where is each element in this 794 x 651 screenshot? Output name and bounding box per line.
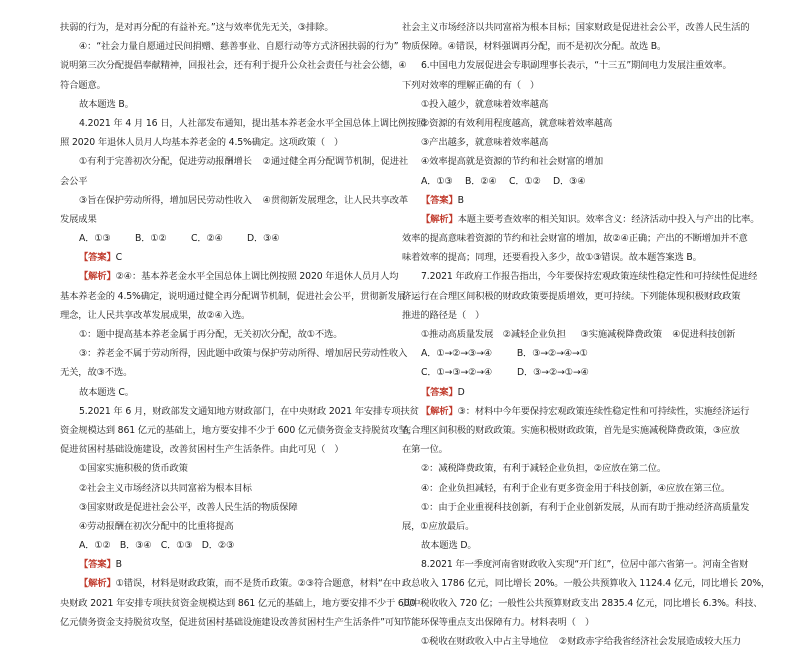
answer-tag: 【答案】 — [79, 252, 116, 264]
q7-analysis — [402, 402, 748, 421]
text-line: 物质保障。④错误，材料强调再分配，而不是初次分配。故选 B。 — [402, 41, 667, 53]
text-line: 在合理区间积极的财政政策。实施积极财政政策，首先是实施减税降费政策，③应放 — [402, 424, 740, 436]
q5-option-4: ④劳动报酬在初次分配中的比重将提高 — [79, 520, 234, 532]
q4-choice-b: B．①② — [135, 233, 167, 245]
analysis-tag: 【解析】 — [421, 405, 458, 417]
q6-choice-d: D．③④ — [553, 175, 586, 187]
q8-stem: 其中税收收入 720 亿；一般性公共预算财政支出 2835.4 亿元，同比增长 6.3%。科技、 — [402, 597, 763, 609]
analysis-tag: 【解析】 — [421, 213, 458, 225]
text-line: ①：题中提高基本养老金属于再分配，无关初次分配，故①不选。 — [79, 329, 343, 340]
q6-stem: 6.中国电力发展促进会专职副理事长表示，“十三五”期间电力发展注重效率。 — [421, 60, 732, 72]
text-line: 社会主义市场经济以共同富裕为根本目标；国家财政是促进社会公平，改善人民生活的 — [402, 22, 750, 33]
text-line: 展，①应放最后。 — [402, 520, 475, 532]
text-line: 无关，故③不选。 — [60, 367, 133, 379]
analysis-text: ②④：基本养老金水平全国总体上调比例按照 2020 年退休人员月人均 — [115, 271, 399, 283]
text-line: ②：减税降费政策，有利于减轻企业负担，②应放在第二位。 — [421, 463, 667, 475]
q7-choice-a: A．①→②→③→④ — [421, 348, 493, 360]
q6-choice-b: B．②④ — [465, 175, 497, 187]
q7-stem: 济运行在合理区间积极的财政政策要提质增效，更可持续。下列能体现积极财政政策 — [402, 290, 741, 302]
q4-choice-d: D．③④ — [247, 233, 280, 245]
q6-option-1: ①投入越少，就意味着效率越高 — [421, 98, 549, 110]
text-line: 故本题选 D。 — [421, 540, 477, 552]
q7-choice-c: C．①→③→②→④ — [421, 367, 493, 379]
q7-stem: 推进的路径是（ ） — [402, 309, 485, 321]
q4-choice-c: C．②④ — [191, 233, 223, 245]
q8-stem: 政总收入 1786 亿元，同比增长 20%。一般公共预算收入 1124.4 亿元，同比增长 20%， — [402, 578, 771, 590]
q4-option-row — [60, 191, 409, 210]
answer-tag: 【答案】 — [79, 559, 116, 571]
text-line: 理念，让人民共享改革发展成果，故②④入选。 — [60, 309, 251, 321]
q5-option-3: ③国家财政是促进社会公平，改善人民生活的物质保障 — [79, 501, 298, 513]
q5-analysis — [60, 574, 406, 593]
right-column — [402, 18, 771, 651]
q4-option-2-cont: 会公平 — [60, 175, 88, 187]
q7-choice-b: B．③→②→④→① — [516, 348, 588, 360]
text-line: 扶弱的行为，是对再分配的有益补充。”这与效率优先无关，③排除。 — [60, 22, 334, 33]
q6-choice-c: C．①② — [509, 175, 541, 187]
q4-choice-a: A．①③ — [79, 233, 111, 245]
q5-option-1: ①国家实施积极的货币政策 — [79, 463, 188, 475]
q6-option-2: ②资源的有效利用程度越高，就意味着效率越高 — [421, 117, 613, 129]
q5-choices: A．①② B．③④ C．①③ D．②③ — [79, 540, 235, 552]
answer-value: B — [115, 559, 122, 571]
text-line: 故本题选 B。 — [79, 98, 134, 110]
analysis-text: 本题主要考查效率的相关知识。效率含义：经济活动中投入与产出的比率。 — [457, 213, 760, 225]
q5-option-2: ②社会主义市场经济以共同富裕为根本目标 — [79, 482, 252, 494]
q8-option-1: ①税收在财政收入中占主导地位 — [421, 636, 549, 647]
q4-answer — [60, 248, 406, 267]
text-line: 符合题意。 — [60, 79, 106, 91]
q5-stem: 5.2021 年 6 月，财政部发文通知地方财政部门，在中央财政 2021 年安排专项扶贫 — [79, 405, 419, 417]
text-line: 基本养老金的 4.5%确定，说明通过健全再分配调节机制，促进社会公平，贯彻新发展 — [60, 290, 406, 302]
q7-option-4: ④促进科技创新 — [672, 329, 736, 340]
answer-tag: 【答案】 — [421, 194, 458, 206]
q5-stem: 资金规模达到 861 亿元的基础上，地方要安排不少于 600 亿元债务资金支持脱贫攻坚， — [60, 424, 417, 436]
answer-value: C — [115, 252, 122, 264]
q7-choice-d: D．③→②→①→④ — [516, 367, 589, 379]
text-line: 效率的提高意味着资源的节约和社会财富的增加，故②④正确；产出的不断增加并不意 — [402, 233, 748, 245]
analysis-text: ③：材料中今年要保持宏观政策连续性稳定性和可持续性，实施经济运行 — [457, 405, 750, 417]
text-line: 央财政 2021 年安排专项扶贫资金规模达到 861 亿元的基础上，地方要安排不少于 600 — [60, 597, 416, 609]
answer-tag: 【答案】 — [421, 386, 458, 398]
text-line: ④：企业负担减轻，有利于企业有更多资金用于科技创新，④应放在第三位。 — [421, 482, 731, 494]
q6-analysis — [402, 210, 760, 229]
text-line: 故本题选 C。 — [79, 386, 134, 398]
q7-choices-ab — [402, 344, 748, 363]
q4-option-4-cont: 发展成果 — [60, 213, 97, 225]
q7-stem: 7.2021 年政府工作报告指出，今年要保持宏观政策连续性稳定性和可持续性促进经 — [421, 271, 758, 283]
q7-answer — [402, 383, 748, 402]
q4-analysis — [60, 267, 406, 286]
analysis-tag: 【解析】 — [79, 271, 116, 283]
q4-option-2: ②通过健全再分配调节机制，促进社 — [262, 156, 409, 168]
q6-option-4: ④效率提高就是资源的节约和社会财富的增加 — [421, 156, 603, 168]
text-line: ④：“社会力量自愿通过民间捐赠、慈善事业、自愿行动等方式济困扶弱的行为” — [79, 41, 399, 53]
q4-stem: 4.2021 年 4 月 16 日，人社部发布通知，提出基本养老金水平全国总体上调比例按照 — [79, 117, 426, 129]
q6-option-3: ③产出越多，就意味着效率越高 — [421, 137, 549, 149]
q7-option-2: ②减轻企业负担 — [502, 329, 566, 340]
q8-option-2: ②财政赤字给我省经济社会发展造成较大压力 — [558, 636, 741, 647]
q8-options — [402, 632, 748, 651]
q4-option-4: ④贯彻新发展理念，让人民共享改革 — [262, 194, 409, 206]
text-line: ①：由于企业重视科技创新，有利于企业创新发展，从而有助于推动经济高质量发 — [421, 501, 750, 513]
q7-option-3: ③实施减税降费政策 — [580, 329, 662, 340]
q6-choice-a: A．①③ — [421, 175, 453, 187]
q4-option-3: ③旨在保护劳动所得，增加居民劳动性收入 — [79, 194, 252, 206]
q4-option-row — [60, 152, 409, 171]
q5-answer — [60, 555, 406, 574]
q4-choices — [60, 229, 406, 248]
answer-value: B — [457, 194, 464, 206]
text-line: 味着效率的提高；同理，还要看投入多少，故①③错误。故本题答案选 B。 — [402, 252, 702, 264]
q7-option-1: ①推动高质量发展 — [421, 329, 494, 340]
text-line: 说明第三次分配提倡奉献精神，回报社会，还有利于提升公众社会责任与社会公德，④ — [60, 60, 407, 72]
q7-choices-cd — [402, 363, 748, 382]
text-line: ③：养老金不属于劳动所得，因此题中政策与保护劳动所得、增加居民劳动性收入 — [79, 348, 408, 360]
answer-value: D — [457, 386, 465, 398]
q8-stem: 节能环保等重点支出保障有力。材料表明（ ） — [402, 616, 595, 628]
q4-option-1: ①有利于完善初次分配，促进劳动报酬增长 — [79, 156, 252, 168]
text-line: 亿元债务资金支持脱贫攻坚，促进贫困村基础设施建设改善贫困村生产生活条件”可知 — [60, 616, 404, 628]
q6-choices — [402, 172, 748, 191]
q4-stem: 照 2020 年退休人员月人均基本养老金的 4.5%确定。这项政策（ ） — [60, 137, 344, 149]
text-line: 在第一位。 — [402, 444, 448, 456]
q8-stem: 8.2021 年一季度河南省财政收入实现“开门红”，位居中部六省第一。河南全省财 — [421, 559, 749, 571]
analysis-text: ①错误，材料是财政政策，而不是货币政策。②③符合题意，材料“在中 — [115, 578, 401, 590]
q5-stem: 促进贫困村基础设施建设，改善贫困村生产生活条件。由此可见（ ） — [60, 444, 344, 456]
q7-options — [402, 325, 748, 344]
analysis-tag: 【解析】 — [79, 578, 116, 590]
q6-stem: 下列对效率的理解正确的有（ ） — [402, 79, 540, 91]
q6-answer — [402, 191, 748, 210]
